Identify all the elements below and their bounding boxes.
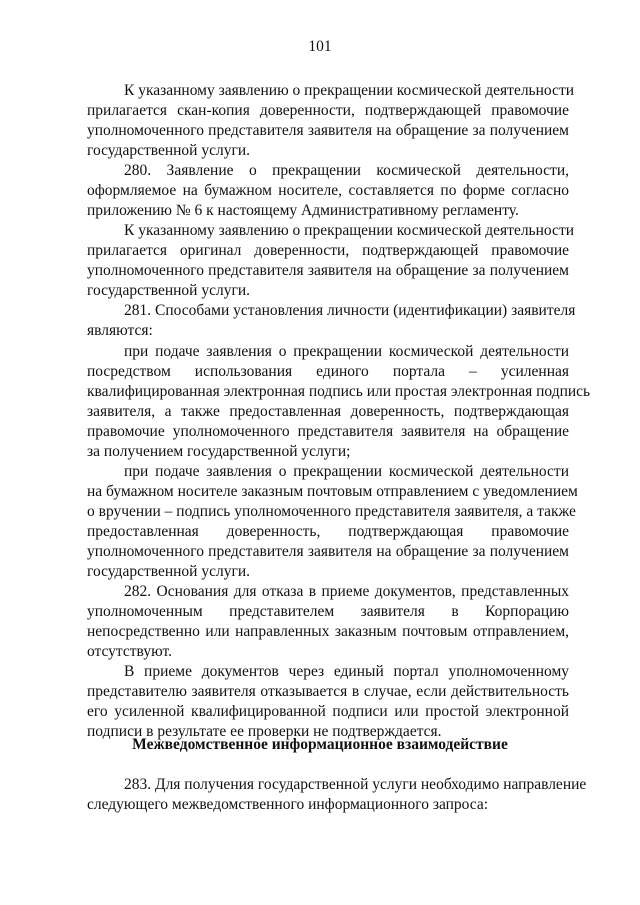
text-line: К указанному заявлению о прекращении космической деятельности xyxy=(124,222,575,239)
text-line: 281. Способами установления личности (идентификации) заявителя xyxy=(124,302,576,319)
text-line: его усиленной квалифицированной подписи или простой электронной xyxy=(87,703,569,720)
text-line: при подаче заявления о прекращении космической деятельности xyxy=(124,343,569,360)
text-line: следующего межведомственного информационного запроса: xyxy=(87,796,489,813)
text-line: заявителя, а также предоставленная доверенность, подтверждающая xyxy=(87,403,569,420)
text-line: на бумажном носителе заказным почтовым отправлением с уведомлением xyxy=(87,483,578,500)
text-line: посредством использования единого портала – усиленная xyxy=(87,363,569,380)
text-line: уполномоченного представителя заявителя на обращение за получением xyxy=(87,262,569,279)
text-line: уполномоченным представителем заявителя в Корпорацию xyxy=(87,603,569,620)
text-line: отсутствуют. xyxy=(87,643,172,660)
text-line: подписи в результате ее проверки не подтверждается. xyxy=(87,723,442,740)
text-line: за получением государственной услуги; xyxy=(87,443,351,460)
text-line: 280. Заявление о прекращении космической деятельности, xyxy=(124,162,569,179)
text-line: государственной услуги. xyxy=(87,282,250,299)
text-line: государственной услуги. xyxy=(87,142,250,159)
text-line: квалифицированная электронная подпись или простая электронная подпись xyxy=(87,383,591,400)
text-line: государственной услуги. xyxy=(87,563,250,580)
text-line: прилагается оригинал доверенности, подтверждающей правомочие xyxy=(87,242,569,259)
text-line: правомочие уполномоченного представителя заявителя на обращение xyxy=(87,423,569,440)
text-line: являются: xyxy=(87,322,153,339)
text-line: 283. Для получения государственной услуги необходимо направление xyxy=(124,776,587,793)
text-line: о вручении – подпись уполномоченного представителя заявителя, а также xyxy=(87,503,576,520)
text-line: К указанному заявлению о прекращении космической деятельности xyxy=(124,82,575,99)
text-line: прилагается скан-копия доверенности, подтверждающей правомочие xyxy=(87,102,569,119)
text-line: В приеме документов через единый портал уполномоченному xyxy=(124,663,569,680)
text-line: уполномоченного представителя заявителя на обращение за получением xyxy=(87,543,569,560)
text-line: 282. Основания для отказа в приеме документов, представленных xyxy=(124,583,569,600)
text-line: при подаче заявления о прекращении космической деятельности xyxy=(124,463,569,480)
page-number: 101 xyxy=(308,38,332,55)
section-heading: Межведомственное информационное взаимодействие xyxy=(132,736,508,753)
text-line: предоставленная доверенность, подтверждающая правомочие xyxy=(87,523,569,540)
text-line: оформляемое на бумажном носителе, составляется по форме согласно xyxy=(87,182,569,199)
text-line: непосредственно или направленных заказным почтовым отправлением, xyxy=(87,623,569,640)
text-line: приложению № 6 к настоящему Административному регламенту. xyxy=(87,202,519,219)
text-line: уполномоченного представителя заявителя на обращение за получением xyxy=(87,122,569,139)
text-line: представителю заявителя отказывается в случае, если действительность xyxy=(87,683,569,700)
